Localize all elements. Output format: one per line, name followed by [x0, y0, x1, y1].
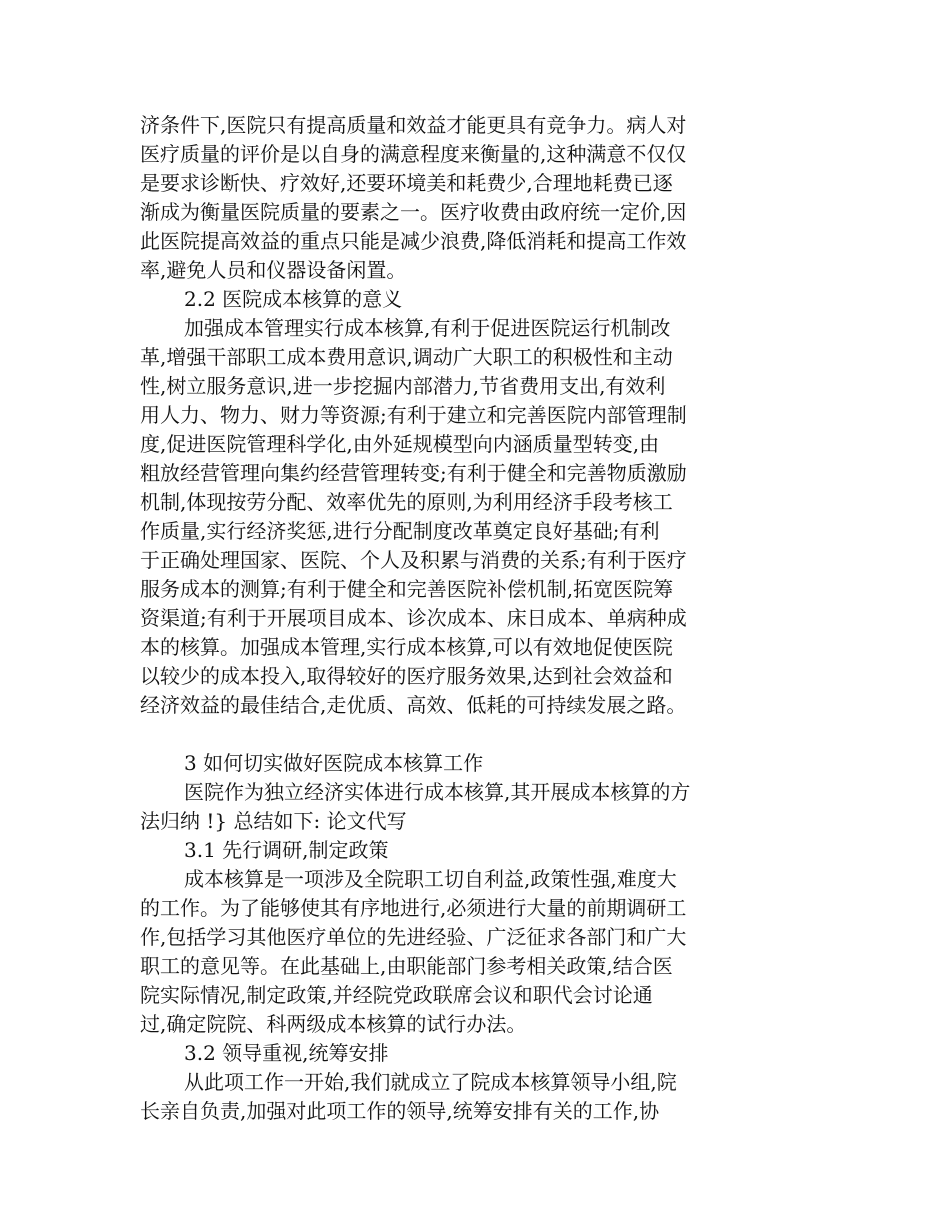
text-line: 长亲自负责,加强对此项工作的领导,统筹安排有关的工作,协 — [140, 1099, 660, 1123]
text-line: 医疗质量的评价是以自身的满意程度来衡量的,这种满意不仅仅 — [140, 142, 687, 166]
blank-line — [140, 720, 740, 749]
text-line: 此医院提高效益的重点只能是减少浪费,降低消耗和提高工作效 — [140, 229, 687, 253]
text-line: 济条件下,医院只有提高质量和效益才能更具有竞争力。病人对 — [140, 113, 687, 137]
text-line: 渐成为衡量医院质量的要素之一。医疗收费由政府统一定价,因 — [140, 200, 687, 224]
text-line: 于正确处理国家、医院、个人及积累与消费的关系;有利于医疗 — [140, 548, 687, 572]
text-line: 以较少的成本投入,取得较好的医疗服务效果,达到社会效益和 — [140, 664, 673, 688]
text-line: 资渠道;有利于开展项目成本、诊次成本、床日成本、单病种成 — [140, 606, 687, 630]
text-line: 机制,体现按劳分配、效率优先的原则,为利用经济手段考核工 — [140, 490, 673, 514]
section-3-paragraph — [140, 778, 740, 836]
text-line: 职工的意见等。在此基础上,由职能部门参考相关政策,结合医 — [140, 954, 673, 978]
text-line: 度,促进医院管理科学化,由外延规模型向内涵质量型转变,由 — [140, 432, 660, 456]
text-line: 法归纳 !} 总结如下: 论文代写 — [140, 809, 407, 833]
text-line: 率,避免人员和仪器设备闲置。 — [140, 258, 407, 282]
text-line: 从此项工作一开始,我们就成立了院成本核算领导小组,院 — [184, 1070, 677, 1094]
text-line: 用人力、物力、财力等资源;有利于建立和完善医院内部管理制 — [140, 403, 687, 427]
text-line: 医院作为独立经济实体进行成本核算,其开展成本核算的方 — [184, 780, 691, 804]
text-line: 作质量,实行经济奖惩,进行分配制度改革奠定良好基础;有利 — [140, 519, 660, 543]
text-line: 经济效益的最佳结合,走优质、高效、低耗的可持续发展之路。 — [140, 693, 687, 717]
section-3-2-paragraph — [140, 1068, 740, 1126]
text-line: 性,树立服务意识,进一步挖掘内部潜力,节省费用支出,有效利 — [140, 374, 666, 398]
document-body — [140, 111, 740, 1126]
intro-paragraph — [140, 111, 740, 285]
section-heading-3-1: 3.1 先行调研,制定政策 — [184, 838, 389, 862]
text-line: 加强成本管理实行成本核算,有利于促进医院运行机制改 — [184, 316, 671, 340]
text-line: 粗放经营管理向集约经营管理转变;有利于健全和完善物质激励 — [140, 461, 687, 485]
section-3-1-paragraph — [140, 865, 740, 1039]
text-line: 服务成本的测算;有利于健全和完善医院补偿机制,拓宽医院筹 — [140, 577, 674, 601]
text-line: 院实际情况,制定政策,并经院党政联席会议和职代会讨论通 — [140, 983, 653, 1007]
text-line: 的工作。为了能够使其有序地进行,必须进行大量的前期调研工 — [140, 896, 687, 920]
text-line: 作,包括学习其他医疗单位的先进经验、广泛征求各部门和广大 — [140, 925, 687, 949]
text-line: 过,确定院院、科两级成本核算的试行办法。 — [140, 1012, 527, 1036]
text-line: 是要求诊断快、疗效好,还要环境美和耗费少,合理地耗费已逐 — [140, 171, 673, 195]
text-line: 本的核算。加强成本管理,实行成本核算,可以有效地促使医院 — [140, 635, 673, 659]
section-heading-2-2: 2.2 医院成本核算的意义 — [184, 287, 403, 311]
text-line: 成本核算是一项涉及全院职工切自利益,政策性强,难度大 — [184, 867, 677, 891]
section-heading-3: 3 如何切实做好医院成本核算工作 — [184, 751, 484, 775]
section-2-2-paragraph — [140, 314, 740, 720]
text-line: 革,增强干部职工成本费用意识,调动广大职工的积极性和主动 — [140, 345, 673, 369]
section-heading-3-2: 3.2 领导重视,统筹安排 — [184, 1041, 389, 1065]
